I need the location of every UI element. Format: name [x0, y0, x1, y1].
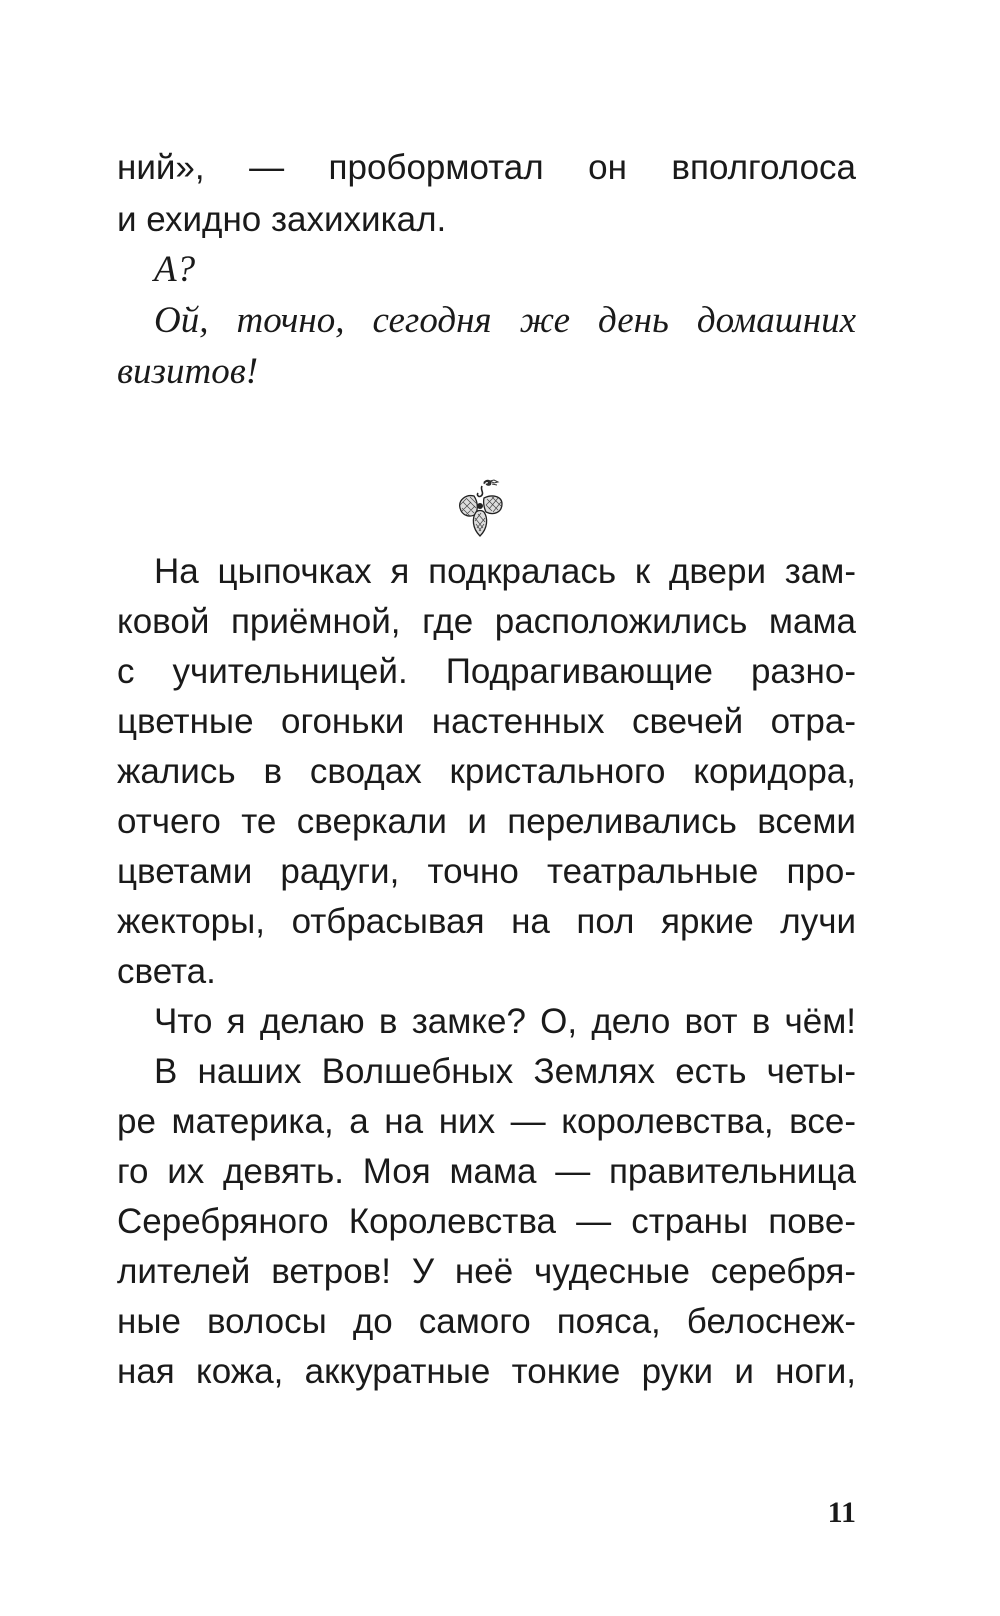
text-line: Серебряного Королевства — страны пове-: [117, 1202, 856, 1241]
text-line: цветные огоньки настенных свечей отра-: [117, 702, 856, 741]
text-line: ний», — пробормотал он вполголоса: [117, 148, 856, 187]
text-line: На цыпочках я подкралась к двери зам-: [154, 552, 856, 591]
fleuron-ornament-icon: [454, 478, 510, 538]
text-line: В наших Волшебных Землях есть четы-: [154, 1052, 856, 1091]
page-number: 11: [827, 1496, 856, 1529]
text-line: ре материка, а на них — королевства, все-: [117, 1102, 856, 1141]
text-line: отчего те сверкали и переливались всеми: [117, 802, 856, 841]
text-line: ные волосы до самого пояса, белоснеж-: [117, 1302, 856, 1341]
text-line: ковой приёмной, где расположились мама: [117, 602, 856, 641]
text-line: и ехидно захихикал.: [117, 200, 447, 239]
text-line: лителей ветров! У неё чудесные серебря-: [117, 1252, 856, 1291]
text-line: Что я делаю в замке? О, дело вот в чём!: [154, 1002, 856, 1041]
text-line: с учительницей. Подрагивающие разно-: [117, 652, 856, 691]
italic-line: Ой, точно, сегодня же день домашних: [154, 300, 856, 341]
text-line: ная кожа, аккуратные тонкие руки и ноги,: [117, 1352, 856, 1391]
text-line: жались в сводах кристального коридора,: [117, 752, 856, 791]
italic-line: А?: [154, 249, 196, 290]
text-line: цветами радуги, точно театральные про-: [117, 852, 856, 891]
text-line: света.: [117, 952, 216, 991]
italic-line: визитов!: [117, 351, 259, 392]
text-line: го их девять. Моя мама — правительница: [117, 1152, 856, 1191]
text-line: жекторы, отбрасывая на пол яркие лучи: [117, 902, 856, 941]
